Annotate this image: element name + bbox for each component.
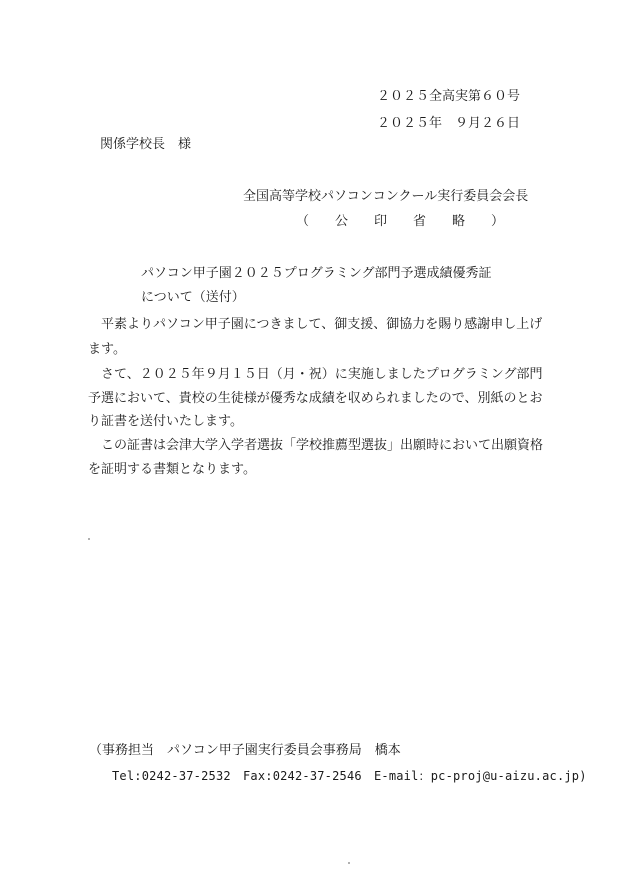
scan-speck — [348, 862, 350, 864]
recipient: 関係学校長 様 — [100, 137, 192, 152]
sender-name: 全国高等学校パソコンコンクール実行委員会会長 — [243, 189, 529, 204]
body-paragraph-2-line-1: さて、２０２５年９月１５日（月・祝）に実施しましたプログラミング部門 — [101, 367, 543, 382]
subject-line-2: について（送付） — [141, 290, 245, 305]
body-paragraph-2-line-2: 予選において、貴校の生徒様が優秀な成績を収められましたので、別紙のとお — [88, 391, 543, 406]
body-paragraph-2-line-3: り証書を送付いたします。 — [88, 414, 243, 429]
subject-line-1: パソコン甲子園２０２５プログラミング部門予選成績優秀証 — [141, 266, 492, 281]
document-number: ２０２５全高実第６０号 — [376, 89, 520, 104]
body-paragraph-1-line-2: ます。 — [88, 342, 126, 357]
seal-omitted-note: （ 公 印 省 略 ） — [296, 214, 505, 229]
document-date: ２０２５年 ９月２６日 — [376, 116, 520, 131]
body-paragraph-3-line-2: を証明する書類となります。 — [88, 462, 256, 477]
body-paragraph-3-line-1: この証書は会津大学入学者選抜「学校推薦型選抜」出願時において出願資格 — [101, 438, 544, 453]
contact-person: （事務担当 パソコン甲子園実行委員会事務局 橋本 — [89, 743, 401, 758]
scan-speck — [88, 538, 90, 540]
body-paragraph-1-line-1: 平素よりパソコン甲子園につきまして、御支援、御協力を賜り感謝申し上げ — [101, 317, 543, 332]
contact-details: Tel:0242-37-2532 Fax:0242-37-2546 E-mail：pc-proj@u-aizu.ac.jp) — [112, 769, 587, 783]
